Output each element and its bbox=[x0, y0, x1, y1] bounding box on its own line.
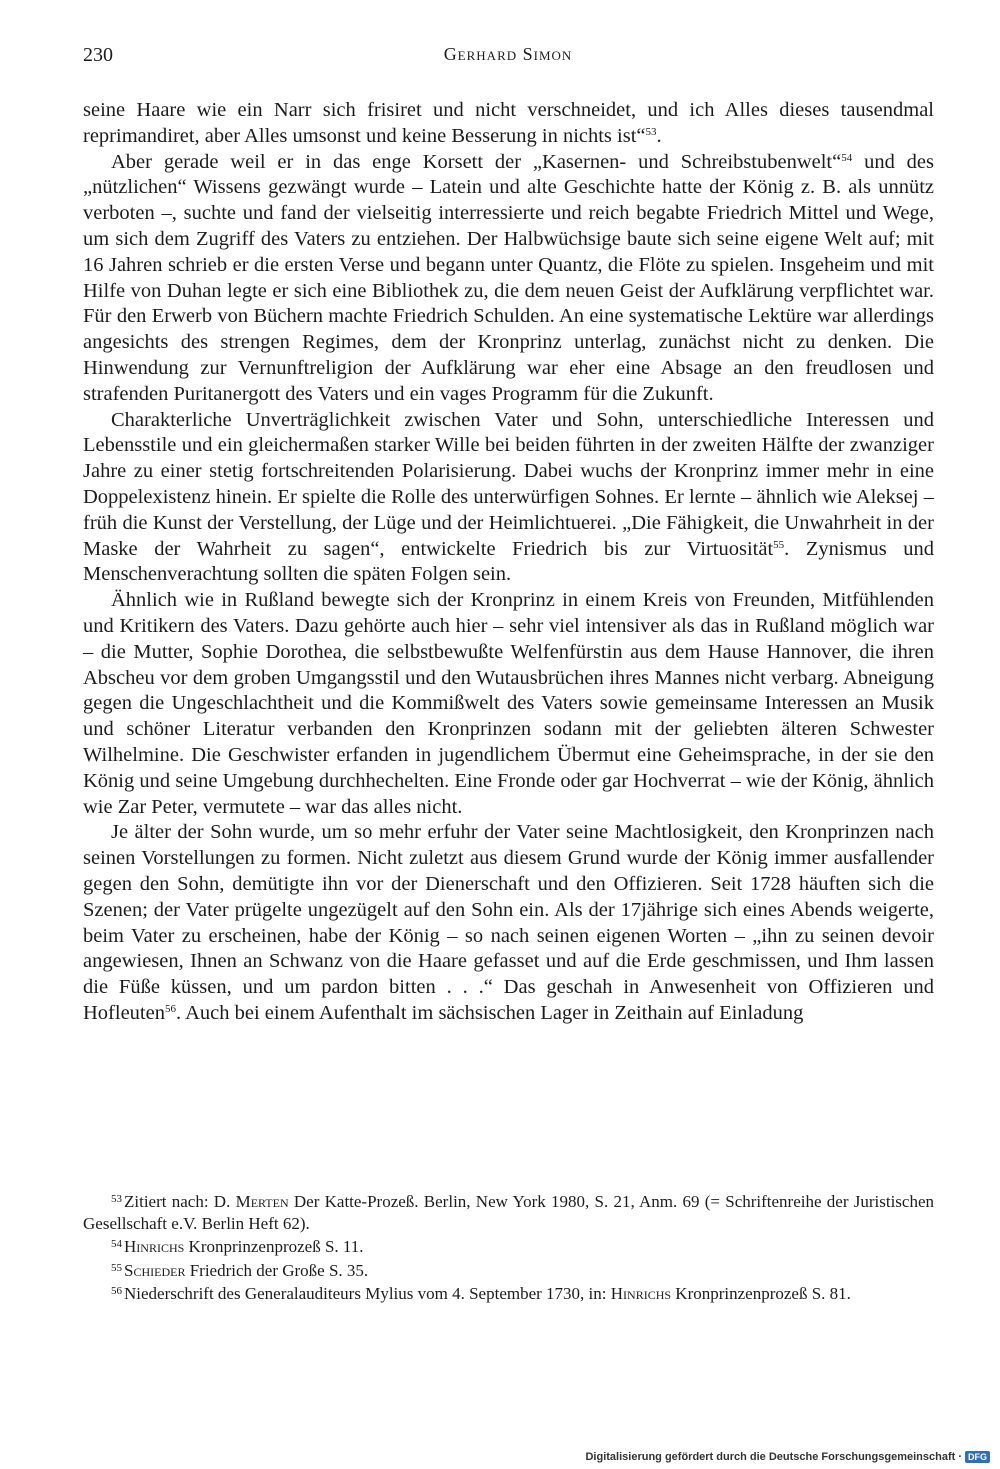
text-run: Friedrich der Große S. 35. bbox=[185, 1260, 369, 1280]
dfg-logo: DFG bbox=[965, 1451, 990, 1463]
text-run: Zitiert nach: D. bbox=[124, 1192, 236, 1211]
footnote-number: 55 bbox=[111, 1261, 122, 1274]
running-head: Gerhard Simon bbox=[443, 44, 573, 64]
text-run: Der Katte-Prozeß. Berlin, New York 1980, S. 21, Anm. 69 (= Schriftenreihe der Juristischen Gesellschaft e.V. Berlin Heft 62). bbox=[83, 1192, 935, 1233]
text-run: Aber gerade weil er in das enge Korsett der „Kasernen- und Schreibstubenwelt“ bbox=[111, 150, 842, 173]
paragraph bbox=[83, 150, 934, 408]
footnote bbox=[83, 1234, 934, 1258]
text-run: . Auch bei einem Aufenthalt im sächsischen Lager in Zeithain auf Einladung bbox=[175, 1001, 804, 1024]
credit-text: Digitalisierung gefördert durch die Deutsche Forschungsgemeinschaft · bbox=[585, 1451, 962, 1463]
text-run: Charakterliche Unverträglichkeit zwischen Vater und Sohn, unterschiedliche Interessen und Lebensstile und ein gleichermaßen starker Wille bei beiden führten in der zweiten Hälfte der zwanziger Jahre zu einer stetig fortschreitenden Polarisierung. Dabei wuchs der Kronprinz immer mehr in eine Doppelexistenz hinein. Er spielte die Rolle des unterwürfigen Sohnes. Er lernte – ähnlich wie Aleksej – früh die Kunst der Verstellung, der Lüge und der Heimlichtuerei. „Die Fähigkeit, die Unwahrheit in der Maske der Wahrheit zu sagen“, entwickelte Friedrich bis zur Virtuosität bbox=[83, 408, 934, 560]
text-run: . bbox=[656, 124, 662, 147]
digitization-credit bbox=[585, 1451, 990, 1463]
page-number: 230 bbox=[83, 44, 113, 66]
text-run: Kronprinzenprozeß S. 11. bbox=[184, 1237, 364, 1256]
text-run: Je älter der Sohn wurde, um so mehr erfuhr der Vater seine Machtlosigkeit, den Kronprinzen nach seinen Vorstellungen zu formen. Nicht zuletzt aus diesem Grund wurde der König immer ausfallender gegen den Sohn, demütigte ihn vor der Dienerschaft und den Offizieren. Seit 1728 häuften sich die Szenen; der Vater prügelte ungezügelt auf den Sohn ein. Als der 17jährige sich eines Abends weigerte, beim Vater zu erscheinen, habe der König – so nach seinen eigenen Worten – „ihn zu seinen devoir angewiesen, Ihnen an Schwanz von die Haare gefasset und auf die Erde geschmissen, und Ihm lassen die Füße küssen, und um pardon bitten . . .“ Das geschah in Anwesenheit von Offizieren und Hofleuten bbox=[83, 821, 934, 1024]
footnote bbox=[83, 1281, 934, 1305]
footnote bbox=[83, 1258, 934, 1282]
footnote-reference: 54 bbox=[841, 151, 853, 164]
text-run: und des „nützlichen“ Wissens gezwängt wurde – Latein und alte Geschichte hatte der König z. B. als unnütz verboten –, suchte und fand der vielseitig interressierte und reich begabte Friedrich Mittel und Wege, um sich dem Zugriff des Vaters zu entziehen. Der Halbwüchsige baute sich seine eigene Welt auf; mit 16 Jahren schrieb er die ersten Verse und begann unter Quantz, die Flöte zu spielen. Insgeheim und mit Hilfe von Duhan legte er sich eine Bibliothek zu, die dem neuen Geist der Aufklärung verpflichtet war. Für den Erwerb von Büchern machte Friedrich Schulden. An eine systematische Lektüre war allerdings angesichts des strengen Regimes, dem der Kronprinz unterlag, zunächst nicht zu denken. Die Hinwendung zur Vernunftreligion der Aufklärung war eher eine Absage an den freudlosen und strafenden Puritanergott des Vaters und ein vages Programm für die Zukunft. bbox=[83, 150, 935, 405]
footnote-number: 53 bbox=[111, 1193, 122, 1205]
footnote-number: 54 bbox=[111, 1238, 122, 1250]
footnote-reference: 55 bbox=[773, 538, 785, 551]
footnotes bbox=[83, 1189, 934, 1305]
author-name: Merten bbox=[235, 1192, 289, 1211]
footnote bbox=[83, 1189, 934, 1234]
text-run: Ähnlich wie in Rußland bewegte sich der Kronprinz in einem Kreis von Freunden, Mitfühlenden und Kritikern des Vaters. Dazu gehörte auch hier – sehr viel intensiver als das in Rußland möglich war – die Mutter, Sophie Dorothea, die selbstbewußte Welfenfürstin aus dem Hause Hannover, die ihren Abscheu vor dem groben Umgangsstil und den Wutausbrüchen ihres Mannes nicht verbarg. Abneigung gegen die Ungeschlachtheit und die Kommißwelt des Vaters sowie gemeinsame Interessen an Musik und schöner Literatur verbanden den Kronprinzen sodann mit der geliebten älteren Schwester Wilhelmine. Die Geschwister erfanden in jugendlichem Übermut eine Geheimsprache, in der sie den König und seine Umgebung durchhechelten. Eine Fronde oder gar Hochverrat – wie der König, ähnlich wie Zar Peter, vermutete – war das alles nicht. bbox=[83, 589, 934, 818]
body-text bbox=[83, 98, 934, 1027]
paragraph bbox=[83, 408, 934, 589]
paragraph bbox=[83, 588, 934, 820]
author-name: Schieder bbox=[124, 1260, 186, 1280]
author-name: Hinrichs bbox=[124, 1237, 185, 1256]
footnote-reference: 56 bbox=[164, 1002, 176, 1015]
text-run: . Zynismus und Menschenverachtung sollten die späten Folgen sein. bbox=[83, 537, 934, 586]
paragraph bbox=[83, 98, 934, 150]
paragraph bbox=[83, 820, 934, 1026]
footnote-reference: 53 bbox=[645, 125, 657, 138]
running-header bbox=[83, 44, 933, 74]
footnote-number: 56 bbox=[111, 1285, 122, 1297]
author-name: Hinrichs bbox=[610, 1284, 672, 1303]
text-run: seine Haare wie ein Narr sich frisiret und nicht verschneidet, und ich Alles dieses tausendmal reprimandiret, aber Alles umsonst und keine Besserung in nichts ist“ bbox=[83, 99, 934, 147]
text-run: Niederschrift des Generalauditeurs Mylius vom 4. September 1730, in: bbox=[124, 1284, 611, 1303]
text-run: Kronprinzenprozeß S. 81. bbox=[671, 1284, 851, 1303]
